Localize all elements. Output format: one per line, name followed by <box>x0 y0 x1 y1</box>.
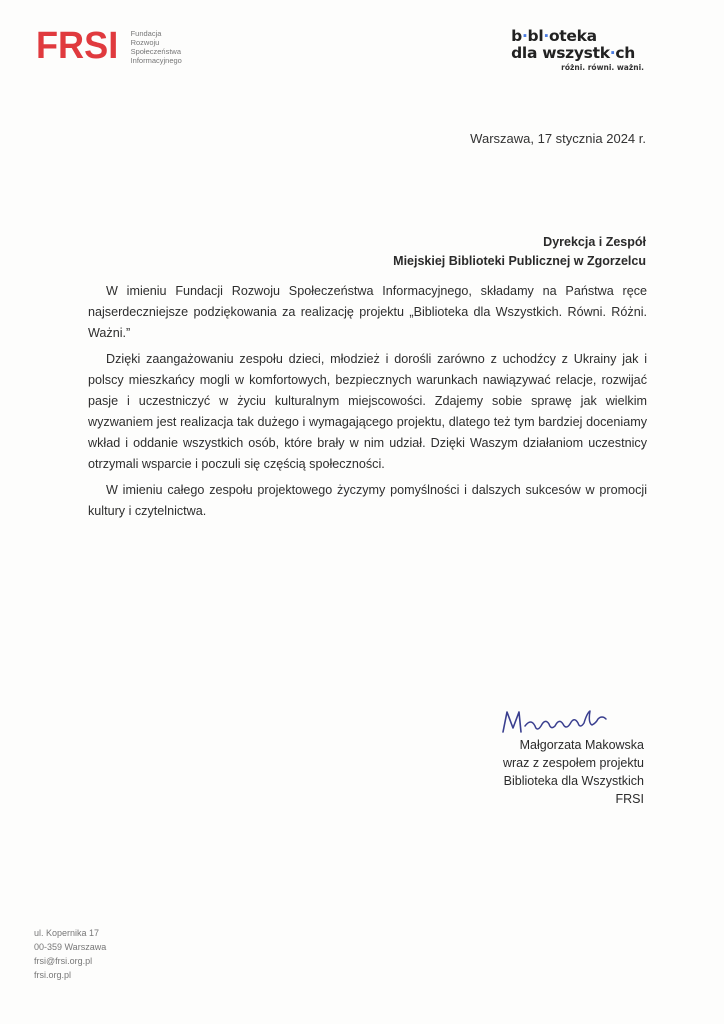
footer-line: 00-359 Warszawa <box>34 942 107 952</box>
frsi-sub-line: Społeczeństwa <box>130 47 182 56</box>
library-logo-line2: dla wszystk·ch <box>511 44 635 62</box>
handwritten-signature <box>491 706 661 738</box>
recipient-line: Dyrekcja i Zespół <box>543 235 646 249</box>
signer-block <box>503 736 644 808</box>
frsi-sub-line: Informacyjnego <box>130 56 182 65</box>
frsi-sub-line: Fundacja <box>130 29 162 38</box>
frsi-logo-subtitle <box>131 29 182 65</box>
footer-website: frsi.org.pl <box>34 970 72 980</box>
frsi-logo <box>36 25 182 67</box>
body-paragraph: Dzięki zaangażowaniu zespołu dzieci, młodzież i dorośli zarówno z uchodźcy z Ukrainy jak i polscy mieszkańcy mogli w komfortowych, bezpiecznych warunkach nawiązywać relacje, rozwijać pasje i uczestniczyć w życiu kulturalnym miejscowości. Zdajemy sobie sprawę jak wielkim wyzwaniem jest realizacja tak dużego i wymagającego projektu, dlatego też tym bardziej doceniamy wkład i oddanie wszystkich osób, które brały w nim udział. Dzięki Waszym działaniom uczestnicy otrzymali wsparcie i poczuli się częścią społeczności. <box>88 352 647 471</box>
library-logo-line1: b·bl·oteka <box>511 27 597 45</box>
body-paragraph: W imieniu całego zespołu projektowego życzymy pomyślności i dalszych sukcesów w promocji kultury i czytelnictwa. <box>88 483 647 518</box>
signer-line: Małgorzata Makowska <box>519 738 644 752</box>
signer-line: wraz z zespołem projektu <box>502 756 644 770</box>
letter-body <box>88 281 647 527</box>
recipient-block <box>393 233 646 271</box>
footer-address <box>34 926 106 982</box>
signer-line: Biblioteka dla Wszystkich <box>503 774 644 788</box>
frsi-sub-line: Rozwoju <box>130 38 160 47</box>
signer-line: FRSI <box>615 792 644 806</box>
footer-email: frsi@frsi.org.pl <box>34 956 93 966</box>
library-logo-tagline: różni. równi. ważni. <box>561 63 644 72</box>
frsi-logo-mark: FRSI <box>36 25 119 67</box>
biblioteka-dla-wszystkich-logo <box>511 28 644 72</box>
recipient-line: Miejskiej Biblioteki Publicznej w Zgorzelcu <box>393 254 646 268</box>
letter-date: Warszawa, 17 stycznia 2024 r. <box>470 131 646 146</box>
footer-line: ul. Kopernika 17 <box>34 928 100 938</box>
body-paragraph: W imieniu Fundacji Rozwoju Społeczeństwa Informacyjnego, składamy na Państwa ręce najserdeczniejsze podziękowania za realizację projektu „Biblioteka dla Wszystkich. Równi. Różni. Ważni.” <box>88 284 647 340</box>
